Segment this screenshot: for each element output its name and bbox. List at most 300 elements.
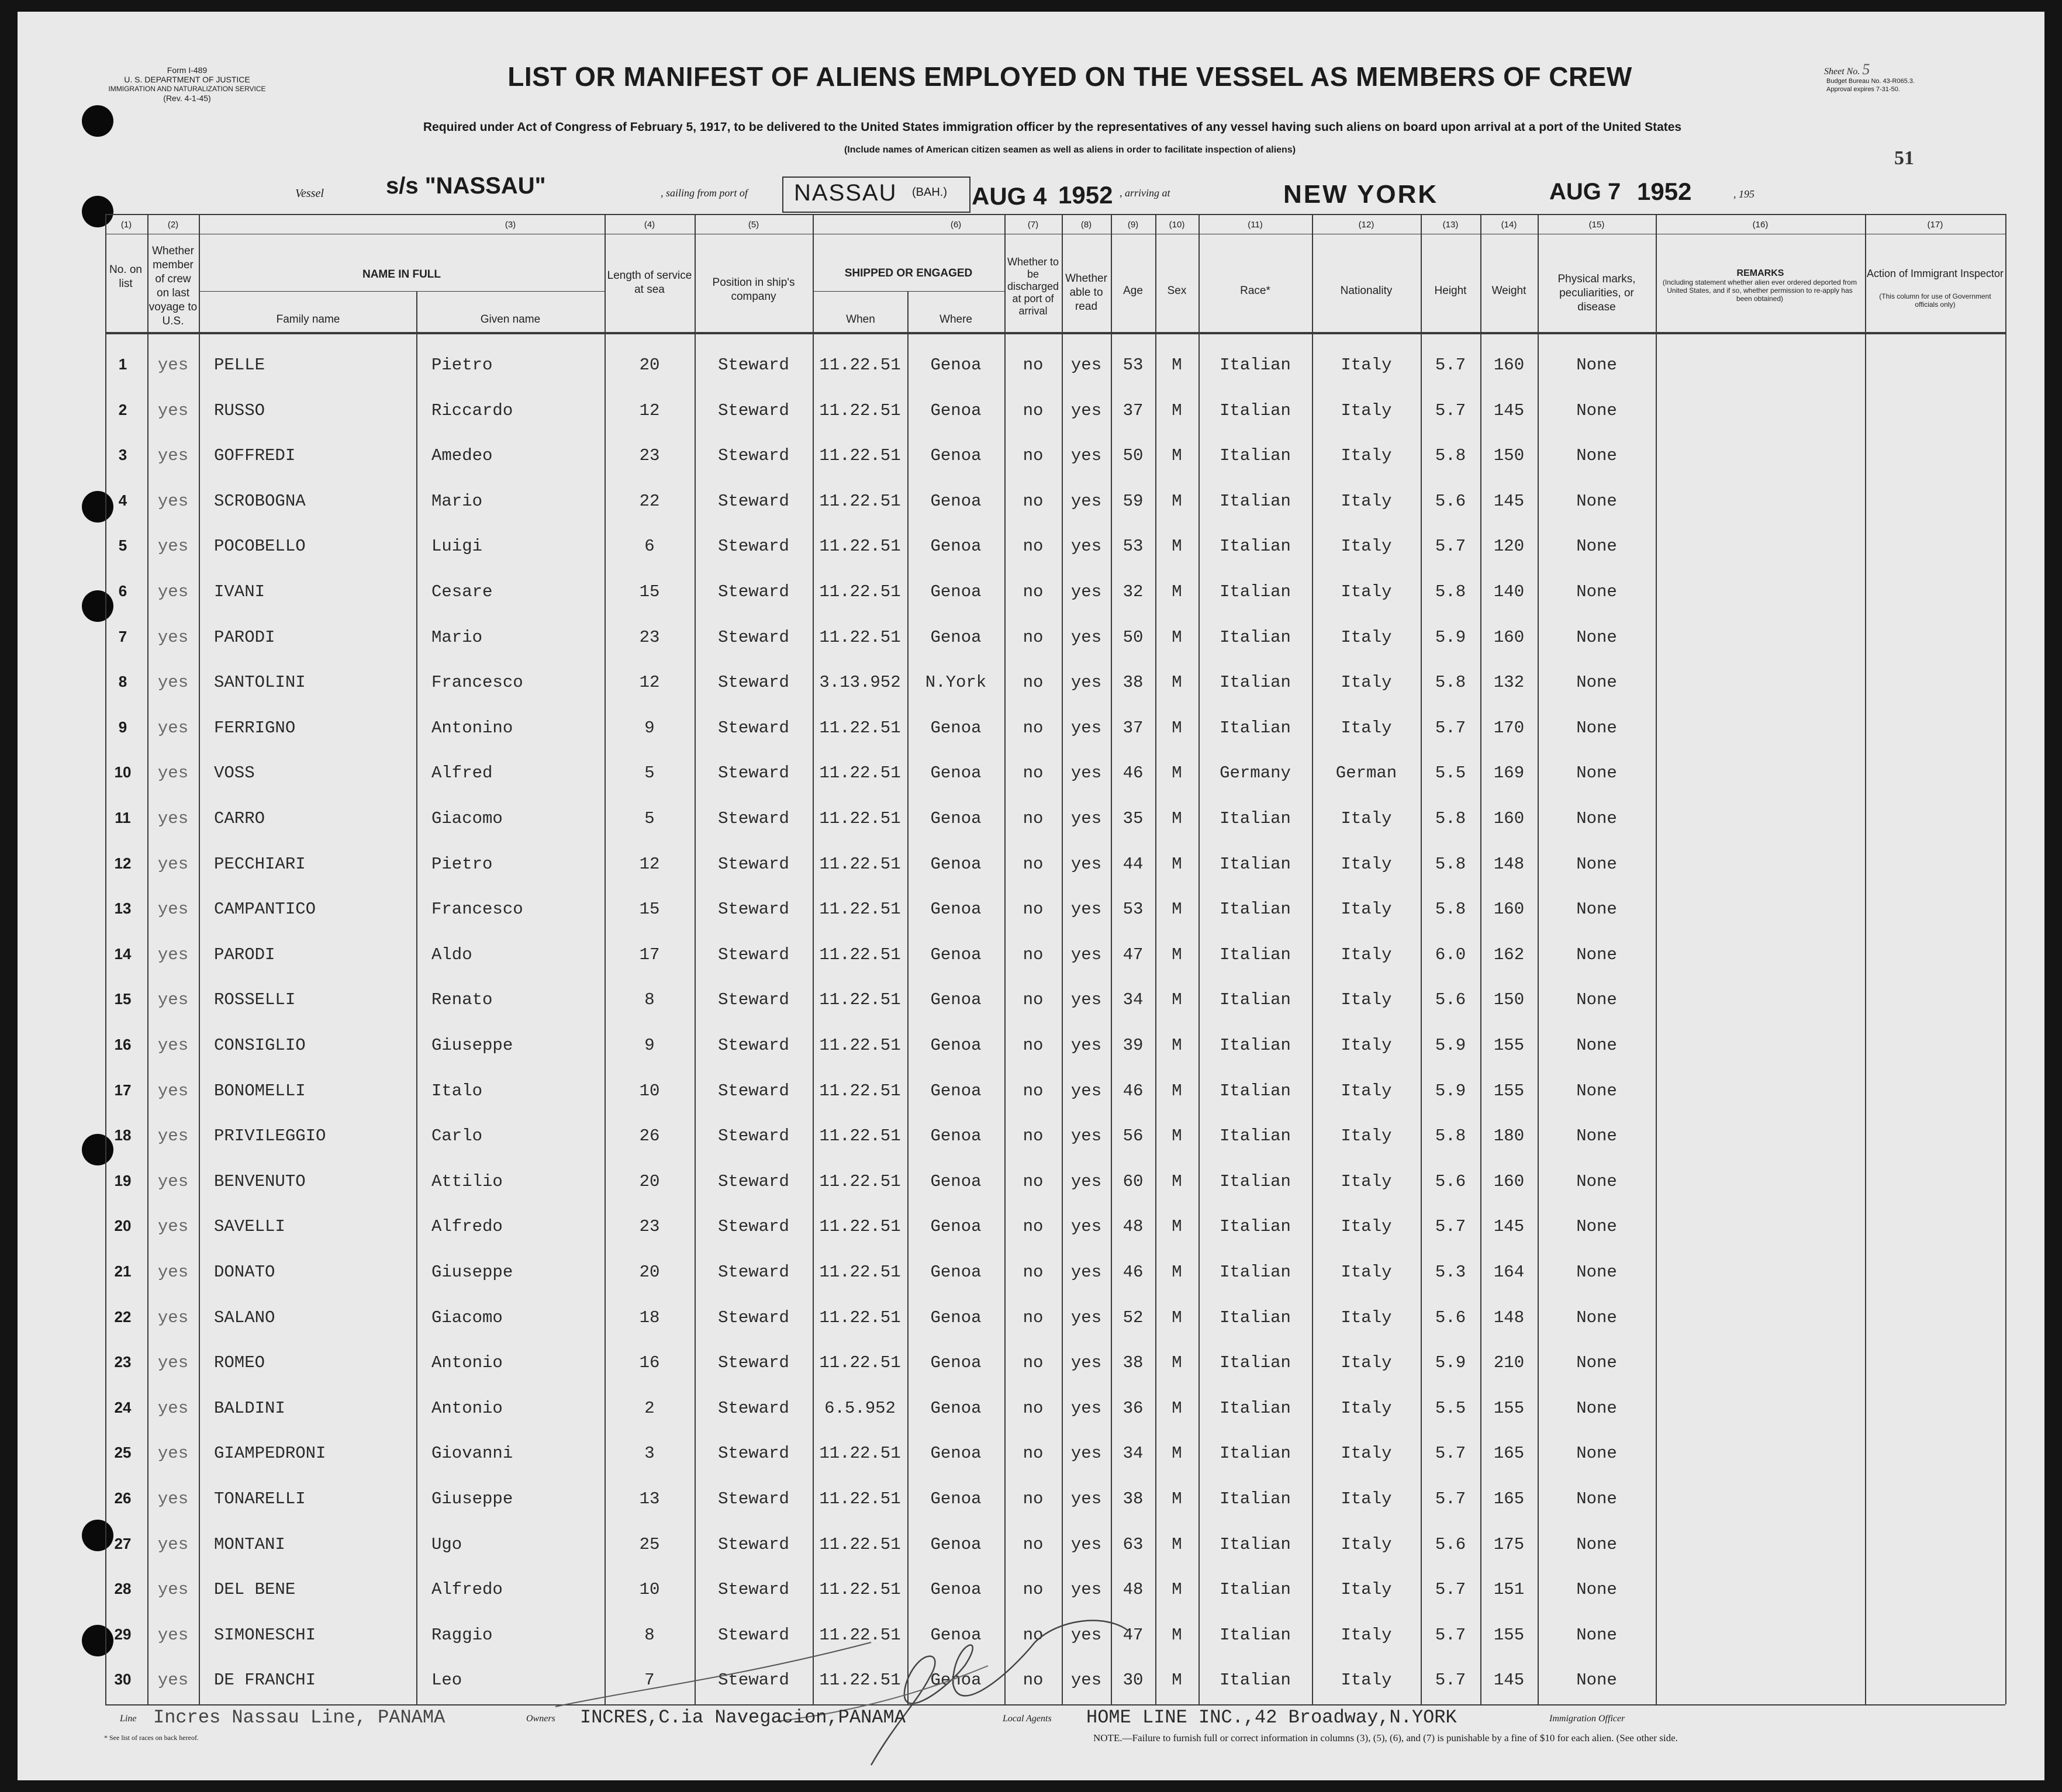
- service-length: 7: [644, 1670, 655, 1690]
- weight: 160: [1493, 1171, 1525, 1191]
- nationality: Italy: [1341, 900, 1392, 919]
- form-number: Form I-489: [167, 65, 208, 75]
- shipped-when: 11.22.51: [819, 1036, 901, 1055]
- col-header-inspector-note: (This column for use of Government officials only): [1879, 292, 1991, 309]
- physical-marks: None: [1576, 1126, 1617, 1146]
- prior-voyage: yes: [157, 446, 189, 466]
- height: 5.3: [1435, 1262, 1466, 1282]
- prior-voyage: yes: [157, 763, 189, 783]
- weight: 151: [1493, 1580, 1525, 1600]
- family-name: PRIVILEGGIO: [214, 1126, 326, 1146]
- nationality: Italy: [1341, 1081, 1392, 1101]
- given-name: Francesco: [431, 673, 523, 693]
- height: 5.9: [1435, 1081, 1466, 1101]
- row-number: 11: [115, 809, 131, 826]
- row-number: 12: [114, 854, 132, 872]
- given-name: Giuseppe: [431, 1036, 513, 1055]
- height: 5.8: [1435, 673, 1466, 693]
- height: 5.7: [1435, 1625, 1466, 1645]
- line-label: Line: [120, 1714, 137, 1724]
- table-top-rule: [105, 214, 2005, 215]
- physical-marks: None: [1576, 945, 1617, 964]
- prior-voyage: yes: [157, 1307, 189, 1327]
- table-row: [18, 1399, 2005, 1434]
- row-number: 2: [118, 400, 127, 418]
- column-rule: [2005, 214, 2006, 1704]
- race: Italian: [1220, 1262, 1291, 1282]
- family-name: ROSSELLI: [214, 990, 296, 1010]
- shipped-when: 11.22.51: [819, 446, 901, 466]
- family-name: SAVELLI: [214, 1217, 285, 1237]
- shipped-where: Genoa: [930, 1580, 982, 1600]
- family-name: PECCHIARI: [214, 854, 306, 874]
- row-number: 15: [114, 990, 132, 1008]
- discharged: no: [1023, 1489, 1044, 1509]
- age: 30: [1122, 1670, 1144, 1690]
- race: Italian: [1220, 1534, 1291, 1554]
- height: 5.7: [1435, 1217, 1466, 1237]
- nationality: Italy: [1341, 582, 1392, 601]
- physical-marks: None: [1576, 763, 1617, 783]
- service-length: 2: [644, 1398, 655, 1418]
- col-header-race: Race*: [1240, 285, 1270, 297]
- age: 47: [1122, 945, 1144, 964]
- age: 38: [1122, 1353, 1144, 1373]
- given-name: Aldo: [431, 945, 472, 964]
- table-row: [18, 1489, 2005, 1524]
- weight: 148: [1493, 854, 1525, 874]
- able-to-read: yes: [1070, 1217, 1102, 1237]
- nationality: Italy: [1341, 673, 1392, 693]
- discharged: no: [1023, 854, 1044, 874]
- prior-voyage: yes: [157, 491, 189, 511]
- family-name: ROMEO: [214, 1353, 265, 1373]
- requirement-text: Required under Act of Congress of February 5, 1917, to be delivered to the United States immigration officer by the representatives of any vessel having such aliens on board upon arrival at a port of the United States: [423, 120, 1682, 134]
- able-to-read: yes: [1070, 1670, 1102, 1690]
- shipped-where: N.York: [925, 673, 987, 693]
- shipped-where: Genoa: [930, 355, 982, 375]
- weight: 180: [1493, 1126, 1525, 1146]
- discharged: no: [1023, 1217, 1044, 1237]
- nationality: Italy: [1341, 355, 1392, 375]
- race: Italian: [1220, 945, 1291, 964]
- col-header-when: When: [846, 313, 875, 326]
- given-name: Italo: [431, 1081, 483, 1101]
- weight: 145: [1493, 491, 1525, 511]
- age: 46: [1122, 1262, 1144, 1282]
- prior-voyage: yes: [157, 627, 189, 647]
- height: 5.7: [1435, 400, 1466, 420]
- table-row: [18, 809, 2005, 844]
- weight: 155: [1493, 1625, 1525, 1645]
- shipped-when: 11.22.51: [819, 1670, 901, 1690]
- race: Italian: [1220, 900, 1291, 919]
- shipped-when: 11.22.51: [819, 1580, 901, 1600]
- table-row: [18, 855, 2005, 890]
- prior-voyage: yes: [157, 1398, 189, 1418]
- shipped-where: Genoa: [930, 1670, 982, 1690]
- given-name: Alfred: [431, 763, 493, 783]
- position: Steward: [718, 1262, 789, 1282]
- shipped-where: Genoa: [930, 1217, 982, 1237]
- sex: M: [1172, 1081, 1182, 1101]
- sex: M: [1172, 718, 1182, 738]
- column-number: (10): [1169, 220, 1185, 230]
- family-name: VOSS: [214, 763, 255, 783]
- given-name: Antonio: [431, 1398, 503, 1418]
- age: 59: [1122, 491, 1144, 511]
- row-number: 5: [118, 537, 127, 555]
- port-suffix: (BAH.): [912, 186, 947, 199]
- col-header-age: Age: [1123, 285, 1143, 297]
- col-header-length-service: Length of service at sea: [607, 269, 692, 296]
- race: Italian: [1220, 400, 1291, 420]
- able-to-read: yes: [1070, 718, 1102, 738]
- sex: M: [1172, 491, 1182, 511]
- able-to-read: yes: [1070, 1534, 1102, 1554]
- sheet-number: 5: [1862, 61, 1870, 78]
- officer-label: Immigration Officer: [1549, 1714, 1625, 1724]
- discharged: no: [1023, 1670, 1044, 1690]
- form-department: U. S. DEPARTMENT OF JUSTICE: [124, 75, 250, 84]
- shipped-where: Genoa: [930, 945, 982, 964]
- age: 48: [1122, 1217, 1144, 1237]
- sex: M: [1172, 1534, 1182, 1554]
- family-name: CARRO: [214, 809, 265, 828]
- prior-voyage: yes: [157, 537, 189, 556]
- physical-marks: None: [1576, 1534, 1617, 1554]
- physical-marks: None: [1576, 1353, 1617, 1373]
- weight: 140: [1493, 582, 1525, 601]
- height: 5.8: [1435, 1126, 1466, 1146]
- race: Italian: [1220, 1171, 1291, 1191]
- table-row: [18, 1308, 2005, 1343]
- sex: M: [1172, 1171, 1182, 1191]
- able-to-read: yes: [1070, 582, 1102, 601]
- column-number: (3): [505, 220, 516, 230]
- shipped-when: 11.22.51: [819, 763, 901, 783]
- prior-voyage: yes: [157, 1126, 189, 1146]
- given-name: Giovanni: [431, 1444, 513, 1464]
- arrival-port: NEW YORK: [1283, 180, 1439, 209]
- age: 50: [1122, 446, 1144, 466]
- sex: M: [1172, 990, 1182, 1010]
- col-header-where: Where: [940, 313, 972, 326]
- shipped-where: Genoa: [930, 1398, 982, 1418]
- position: Steward: [718, 673, 789, 693]
- race: Italian: [1220, 537, 1291, 556]
- manifest-sheet: [18, 12, 2044, 1780]
- row-number: 4: [118, 491, 127, 509]
- physical-marks: None: [1576, 809, 1617, 828]
- age: 53: [1122, 537, 1144, 556]
- weight: 155: [1493, 1398, 1525, 1418]
- table-row: [18, 900, 2005, 935]
- service-length: 8: [644, 990, 655, 1010]
- requirement-subtext: (Include names of American citizen seamen as well as aliens in order to facilitate inspection of aliens): [844, 145, 1296, 155]
- form-service: IMMIGRATION AND NATURALIZATION SERVICE: [108, 85, 266, 93]
- row-number: 30: [114, 1670, 132, 1689]
- weight: 160: [1493, 627, 1525, 647]
- physical-marks: None: [1576, 1171, 1617, 1191]
- given-name: Alfredo: [431, 1580, 503, 1600]
- nationality: Italy: [1341, 491, 1392, 511]
- sex: M: [1172, 1489, 1182, 1509]
- family-name: GOFFREDI: [214, 446, 296, 466]
- arrival-date-stamp: AUG 7: [1549, 179, 1621, 205]
- position: Steward: [718, 1444, 789, 1464]
- prior-voyage: yes: [157, 1262, 189, 1282]
- position: Steward: [718, 537, 789, 556]
- table-row: [18, 628, 2005, 663]
- physical-marks: None: [1576, 1217, 1617, 1237]
- age: 53: [1122, 900, 1144, 919]
- race: Italian: [1220, 1444, 1291, 1464]
- discharged: no: [1023, 1307, 1044, 1327]
- shipped-when: 6.5.952: [824, 1398, 896, 1418]
- discharged: no: [1023, 763, 1044, 783]
- budget-bureau: Budget Bureau No. 43-R065.3.: [1826, 78, 1915, 85]
- column-number: (1): [120, 220, 132, 230]
- agents-label: Local Agents: [1003, 1714, 1052, 1724]
- row-number: 14: [114, 945, 132, 963]
- height: 5.7: [1435, 1580, 1466, 1600]
- nationality: Italy: [1341, 945, 1392, 964]
- nationality: Italy: [1341, 1534, 1392, 1554]
- col-header-physical-marks: Physical marks, peculiarities, or disease: [1557, 273, 1636, 313]
- age: 38: [1122, 1489, 1144, 1509]
- service-length: 12: [639, 854, 660, 874]
- weight: 150: [1493, 446, 1525, 466]
- weight: 210: [1493, 1353, 1525, 1373]
- shipped-when: 11.22.51: [819, 1489, 901, 1509]
- col-header-prior-voyage: Whether member of crew on last voyage to U.S.: [148, 245, 198, 327]
- shipped-where: Genoa: [930, 1625, 982, 1645]
- family-name: SIMONESCHI: [214, 1625, 316, 1645]
- weight: 160: [1493, 809, 1525, 828]
- prior-voyage: yes: [157, 945, 189, 964]
- position: Steward: [718, 1307, 789, 1327]
- form-id-block: [99, 65, 275, 103]
- given-name: Francesco: [431, 900, 523, 919]
- discharged: no: [1023, 1353, 1044, 1373]
- given-name: Carlo: [431, 1126, 483, 1146]
- height: 5.9: [1435, 1353, 1466, 1373]
- given-name: Alfredo: [431, 1217, 503, 1237]
- service-length: 9: [644, 718, 655, 738]
- discharged: no: [1023, 900, 1044, 919]
- shipped-when: 11.22.51: [819, 1262, 901, 1282]
- given-name: Leo: [431, 1670, 462, 1690]
- able-to-read: yes: [1070, 1307, 1102, 1327]
- family-name: BENVENUTO: [214, 1171, 306, 1191]
- position: Steward: [718, 1670, 789, 1690]
- age: 37: [1122, 718, 1144, 738]
- row-number: 1: [118, 355, 127, 373]
- physical-marks: None: [1576, 854, 1617, 874]
- family-name: FERRIGNO: [214, 718, 296, 738]
- race: Italian: [1220, 1398, 1291, 1418]
- service-length: 17: [639, 945, 660, 964]
- column-number: (8): [1080, 220, 1092, 230]
- family-name: POCOBELLO: [214, 537, 306, 556]
- discharged: no: [1023, 1444, 1044, 1464]
- row-number: 17: [114, 1081, 132, 1099]
- header-bottom-rule: [105, 332, 2005, 334]
- age: 56: [1122, 1126, 1144, 1146]
- table-row: [18, 1036, 2005, 1071]
- service-length: 12: [639, 400, 660, 420]
- age: 44: [1122, 854, 1144, 874]
- discharged: no: [1023, 627, 1044, 647]
- family-name: SANTOLINI: [214, 673, 306, 693]
- service-length: 23: [639, 1217, 660, 1237]
- position: Steward: [718, 1625, 789, 1645]
- page-title: LIST OR MANIFEST OF ALIENS EMPLOYED ON THE VESSEL AS MEMBERS OF CREW: [507, 61, 1632, 92]
- shipped-where: Genoa: [930, 1307, 982, 1327]
- physical-marks: None: [1576, 1307, 1617, 1327]
- race: Italian: [1220, 446, 1291, 466]
- weight: 155: [1493, 1036, 1525, 1055]
- given-name: Antonino: [431, 718, 513, 738]
- shipped-when: 11.22.51: [819, 582, 901, 601]
- given-name: Giuseppe: [431, 1489, 513, 1509]
- height: 5.6: [1435, 1534, 1466, 1554]
- position: Steward: [718, 1580, 789, 1600]
- service-length: 22: [639, 491, 660, 511]
- family-name: CONSIGLIO: [214, 1036, 306, 1055]
- position: Steward: [718, 900, 789, 919]
- nationality: Italy: [1341, 446, 1392, 466]
- sex: M: [1172, 809, 1182, 828]
- physical-marks: None: [1576, 1580, 1617, 1600]
- shipped-where: Genoa: [930, 854, 982, 874]
- physical-marks: None: [1576, 1081, 1617, 1101]
- shipped-when: 11.22.51: [819, 1171, 901, 1191]
- given-name: Riccardo: [431, 400, 513, 420]
- height: 5.7: [1435, 1489, 1466, 1509]
- sex: M: [1172, 1217, 1182, 1237]
- column-number: (9): [1127, 220, 1139, 230]
- shipped-where: Genoa: [930, 763, 982, 783]
- table-row: [18, 1262, 2005, 1298]
- prior-voyage: yes: [157, 900, 189, 919]
- weight: 145: [1493, 1670, 1525, 1690]
- shipped-when: 11.22.51: [819, 400, 901, 420]
- nationality: Italy: [1341, 809, 1392, 828]
- shipped-where: Genoa: [930, 1126, 982, 1146]
- discharged: no: [1023, 1126, 1044, 1146]
- col-header-given-name: Given name: [480, 313, 541, 326]
- physical-marks: None: [1576, 491, 1617, 511]
- agents-value: HOME LINE INC.,42 Broadway,N.YORK: [1086, 1707, 1457, 1728]
- discharged: no: [1023, 582, 1044, 601]
- sailing-date-stamp: AUG 4: [972, 182, 1047, 210]
- given-name: Amedeo: [431, 446, 493, 466]
- prior-voyage: yes: [157, 1353, 189, 1373]
- position: Steward: [718, 491, 789, 511]
- race: Italian: [1220, 582, 1291, 601]
- sex: M: [1172, 1444, 1182, 1464]
- able-to-read: yes: [1070, 1262, 1102, 1282]
- shipped-when: 11.22.51: [819, 1307, 901, 1327]
- col-header-name: NAME IN FULL: [362, 268, 441, 281]
- given-name: Attilio: [431, 1171, 503, 1191]
- column-number: (6): [950, 220, 962, 230]
- given-name: Pietro: [431, 854, 493, 874]
- sex: M: [1172, 1398, 1182, 1418]
- row-number: 6: [118, 582, 127, 600]
- weight: 160: [1493, 355, 1525, 375]
- sex: M: [1172, 1126, 1182, 1146]
- row-number: 24: [114, 1398, 132, 1416]
- physical-marks: None: [1576, 1625, 1617, 1645]
- physical-marks: None: [1576, 582, 1617, 601]
- position: Steward: [718, 582, 789, 601]
- sheet-label: Sheet No.: [1824, 67, 1860, 77]
- height: 5.8: [1435, 582, 1466, 601]
- table-row: [18, 582, 2005, 617]
- discharged: no: [1023, 537, 1044, 556]
- able-to-read: yes: [1070, 627, 1102, 647]
- age: 46: [1122, 1081, 1144, 1101]
- col-header-inspector-action: Action of Immigrant Inspector: [1866, 268, 2004, 279]
- sex: M: [1172, 1262, 1182, 1282]
- prior-voyage: yes: [157, 355, 189, 375]
- col-header-position: Position in ship's company: [712, 276, 795, 303]
- discharged: no: [1023, 1262, 1044, 1282]
- position: Steward: [718, 763, 789, 783]
- sex: M: [1172, 673, 1182, 693]
- able-to-read: yes: [1070, 1444, 1102, 1464]
- weight: 170: [1493, 718, 1525, 738]
- able-to-read: yes: [1070, 1036, 1102, 1055]
- race: Italian: [1220, 355, 1291, 375]
- age: 34: [1122, 990, 1144, 1010]
- table-row: [18, 990, 2005, 1025]
- service-length: 26: [639, 1126, 660, 1146]
- race: Italian: [1220, 809, 1291, 828]
- height: 5.9: [1435, 1036, 1466, 1055]
- shipped-when: 11.22.51: [819, 537, 901, 556]
- able-to-read: yes: [1070, 854, 1102, 874]
- column-number: (4): [644, 220, 655, 230]
- nationality: Italy: [1341, 718, 1392, 738]
- shipped-subheader-rule: [813, 291, 1004, 292]
- discharged: no: [1023, 1398, 1044, 1418]
- row-number: 9: [118, 718, 127, 736]
- position: Steward: [718, 1398, 789, 1418]
- shipped-when: 3.13.952: [819, 673, 901, 693]
- sex: M: [1172, 1580, 1182, 1600]
- position: Steward: [718, 1126, 789, 1146]
- discharged: no: [1023, 1580, 1044, 1600]
- race: Italian: [1220, 990, 1291, 1010]
- row-number: 29: [114, 1625, 132, 1643]
- name-subheader-rule: [199, 291, 605, 292]
- age: 32: [1122, 582, 1144, 601]
- physical-marks: None: [1576, 400, 1617, 420]
- row-number: 28: [114, 1580, 132, 1598]
- prior-voyage: yes: [157, 1171, 189, 1191]
- family-name: SCROBOGNA: [214, 491, 306, 511]
- table-row: [18, 1444, 2005, 1479]
- service-length: 12: [639, 673, 660, 693]
- height: 5.5: [1435, 1398, 1466, 1418]
- prior-voyage: yes: [157, 990, 189, 1010]
- given-name: Ugo: [431, 1534, 462, 1554]
- shipped-where: Genoa: [930, 718, 982, 738]
